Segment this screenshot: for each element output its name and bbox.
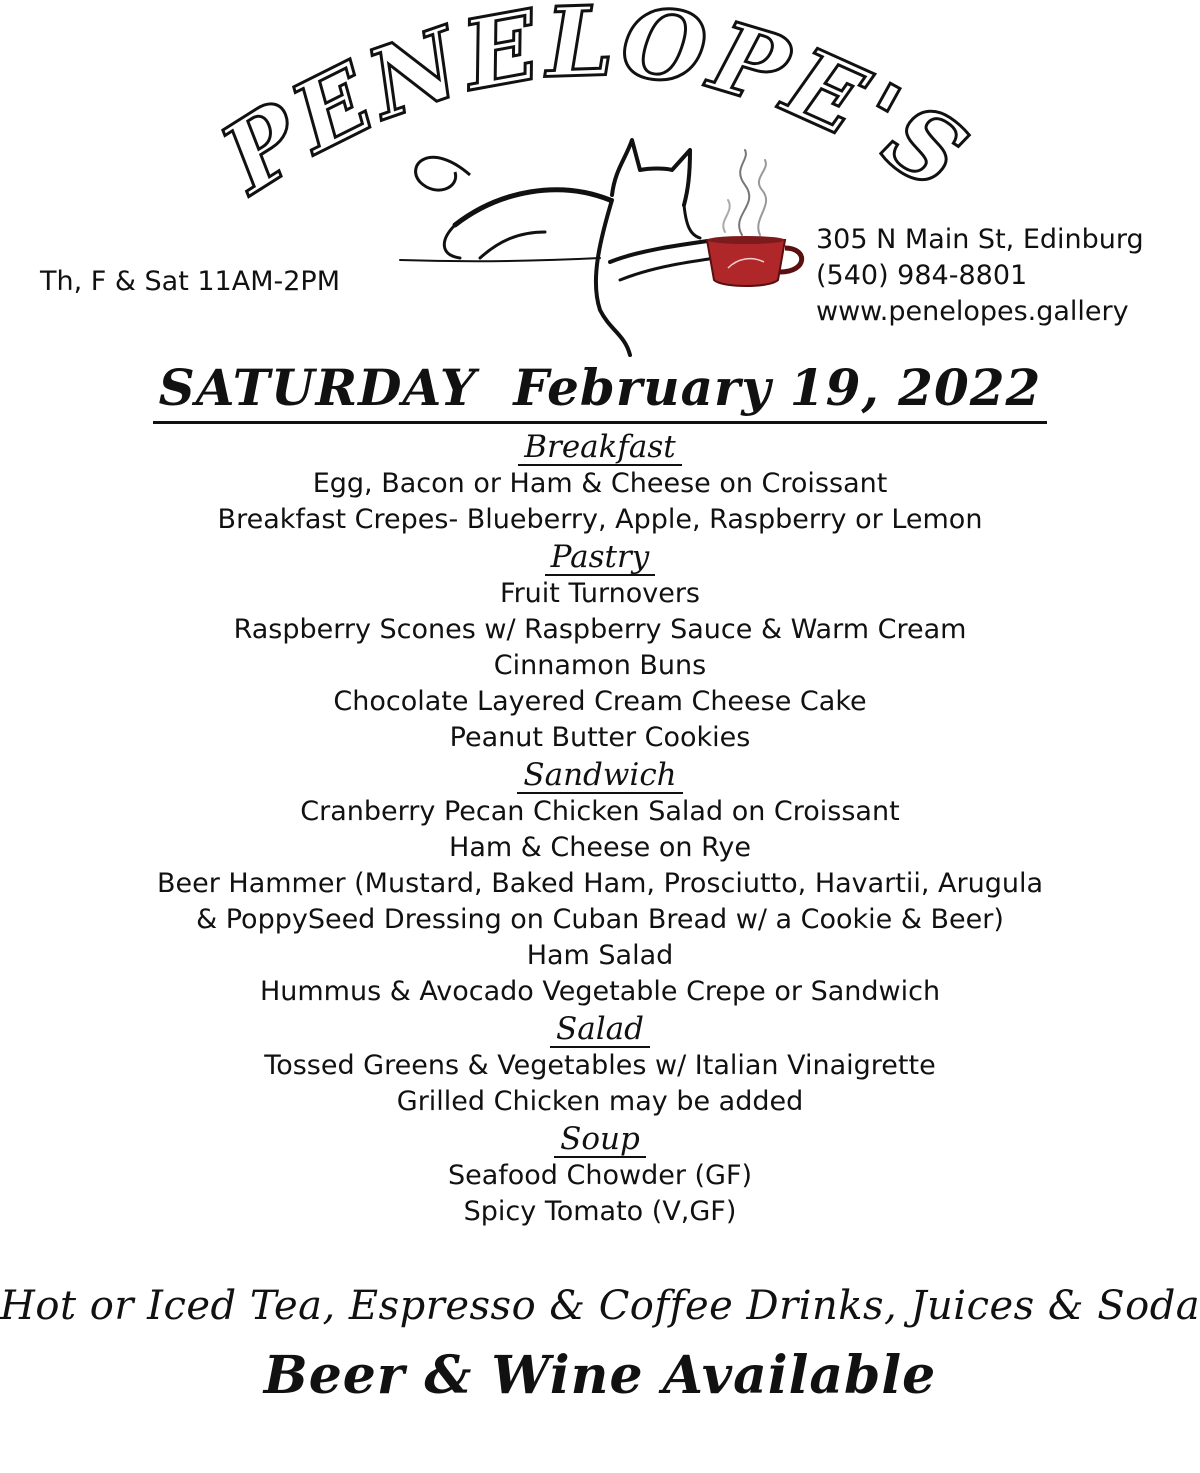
section-salad (0, 1010, 1200, 1120)
menu-item: Fruit Turnovers (500, 578, 700, 609)
menu-item: Chocolate Layered Cream Cheese Cake (333, 686, 867, 717)
menu-date (0, 358, 1200, 424)
website-link[interactable]: www.penelopes.gallery (816, 296, 1129, 327)
menu-item: Egg, Bacon or Ham & Cheese on Croissant (312, 468, 888, 499)
logo-wordmark: PENELOPE'S (202, 0, 989, 215)
section-pastry (0, 538, 1200, 756)
section-sandwich (0, 756, 1200, 1010)
drinks-line: Hot or Iced Tea, Espresso & Coffee Drinks, Juices & Soda (0, 1283, 1200, 1329)
coffee-cup-icon (707, 236, 802, 286)
menu-item: Ham & Cheese on Rye (449, 832, 751, 863)
menu-item: Grilled Chicken may be added (396, 1086, 804, 1117)
beer-wine-line: Beer & Wine Available (263, 1345, 937, 1406)
menu-item: Peanut Butter Cookies (449, 722, 751, 753)
address: 305 N Main St, Edinburg (816, 224, 1144, 255)
menu-item: Tossed Greens & Vegetables w/ Italian Vinaigrette (264, 1050, 936, 1081)
menu-item: Cinnamon Buns (493, 650, 707, 681)
section-soup (0, 1120, 1200, 1230)
contact-info (816, 222, 1144, 330)
menu (0, 428, 1200, 1230)
opening-hours: Th, F & Sat 11AM-2PM (40, 266, 340, 297)
section-title: Salad (550, 1012, 650, 1048)
menu-item: Spicy Tomato (V,GF) (463, 1196, 737, 1227)
section-title: Soup (554, 1122, 646, 1158)
section-title: Sandwich (517, 758, 682, 794)
menu-item: Beer Hammer (Mustard, Baked Ham, Prosciutto, Havartii, Arugula (156, 868, 1044, 899)
section-title: Pastry (545, 540, 656, 576)
menu-item: Seafood Chowder (GF) (447, 1160, 753, 1191)
menu-item: Breakfast Crepes- Blueberry, Apple, Raspberry or Lemon (217, 504, 983, 535)
menu-item: & PoppySeed Dressing on Cuban Bread w/ a Cookie & Beer) (196, 904, 1004, 935)
phone-number[interactable]: (540) 984-8801 (816, 260, 1028, 291)
menu-item: Raspberry Scones w/ Raspberry Sauce & Warm Cream (233, 614, 967, 645)
menu-item: Ham Salad (526, 940, 674, 971)
menu-item: Hummus & Avocado Vegetable Crepe or Sandwich (259, 976, 941, 1007)
menu-item: Cranberry Pecan Chicken Salad on Croissant (300, 796, 900, 827)
section-breakfast (0, 428, 1200, 538)
section-title: Breakfast (518, 430, 682, 466)
date-heading: SATURDAY February 19, 2022 (153, 358, 1048, 424)
